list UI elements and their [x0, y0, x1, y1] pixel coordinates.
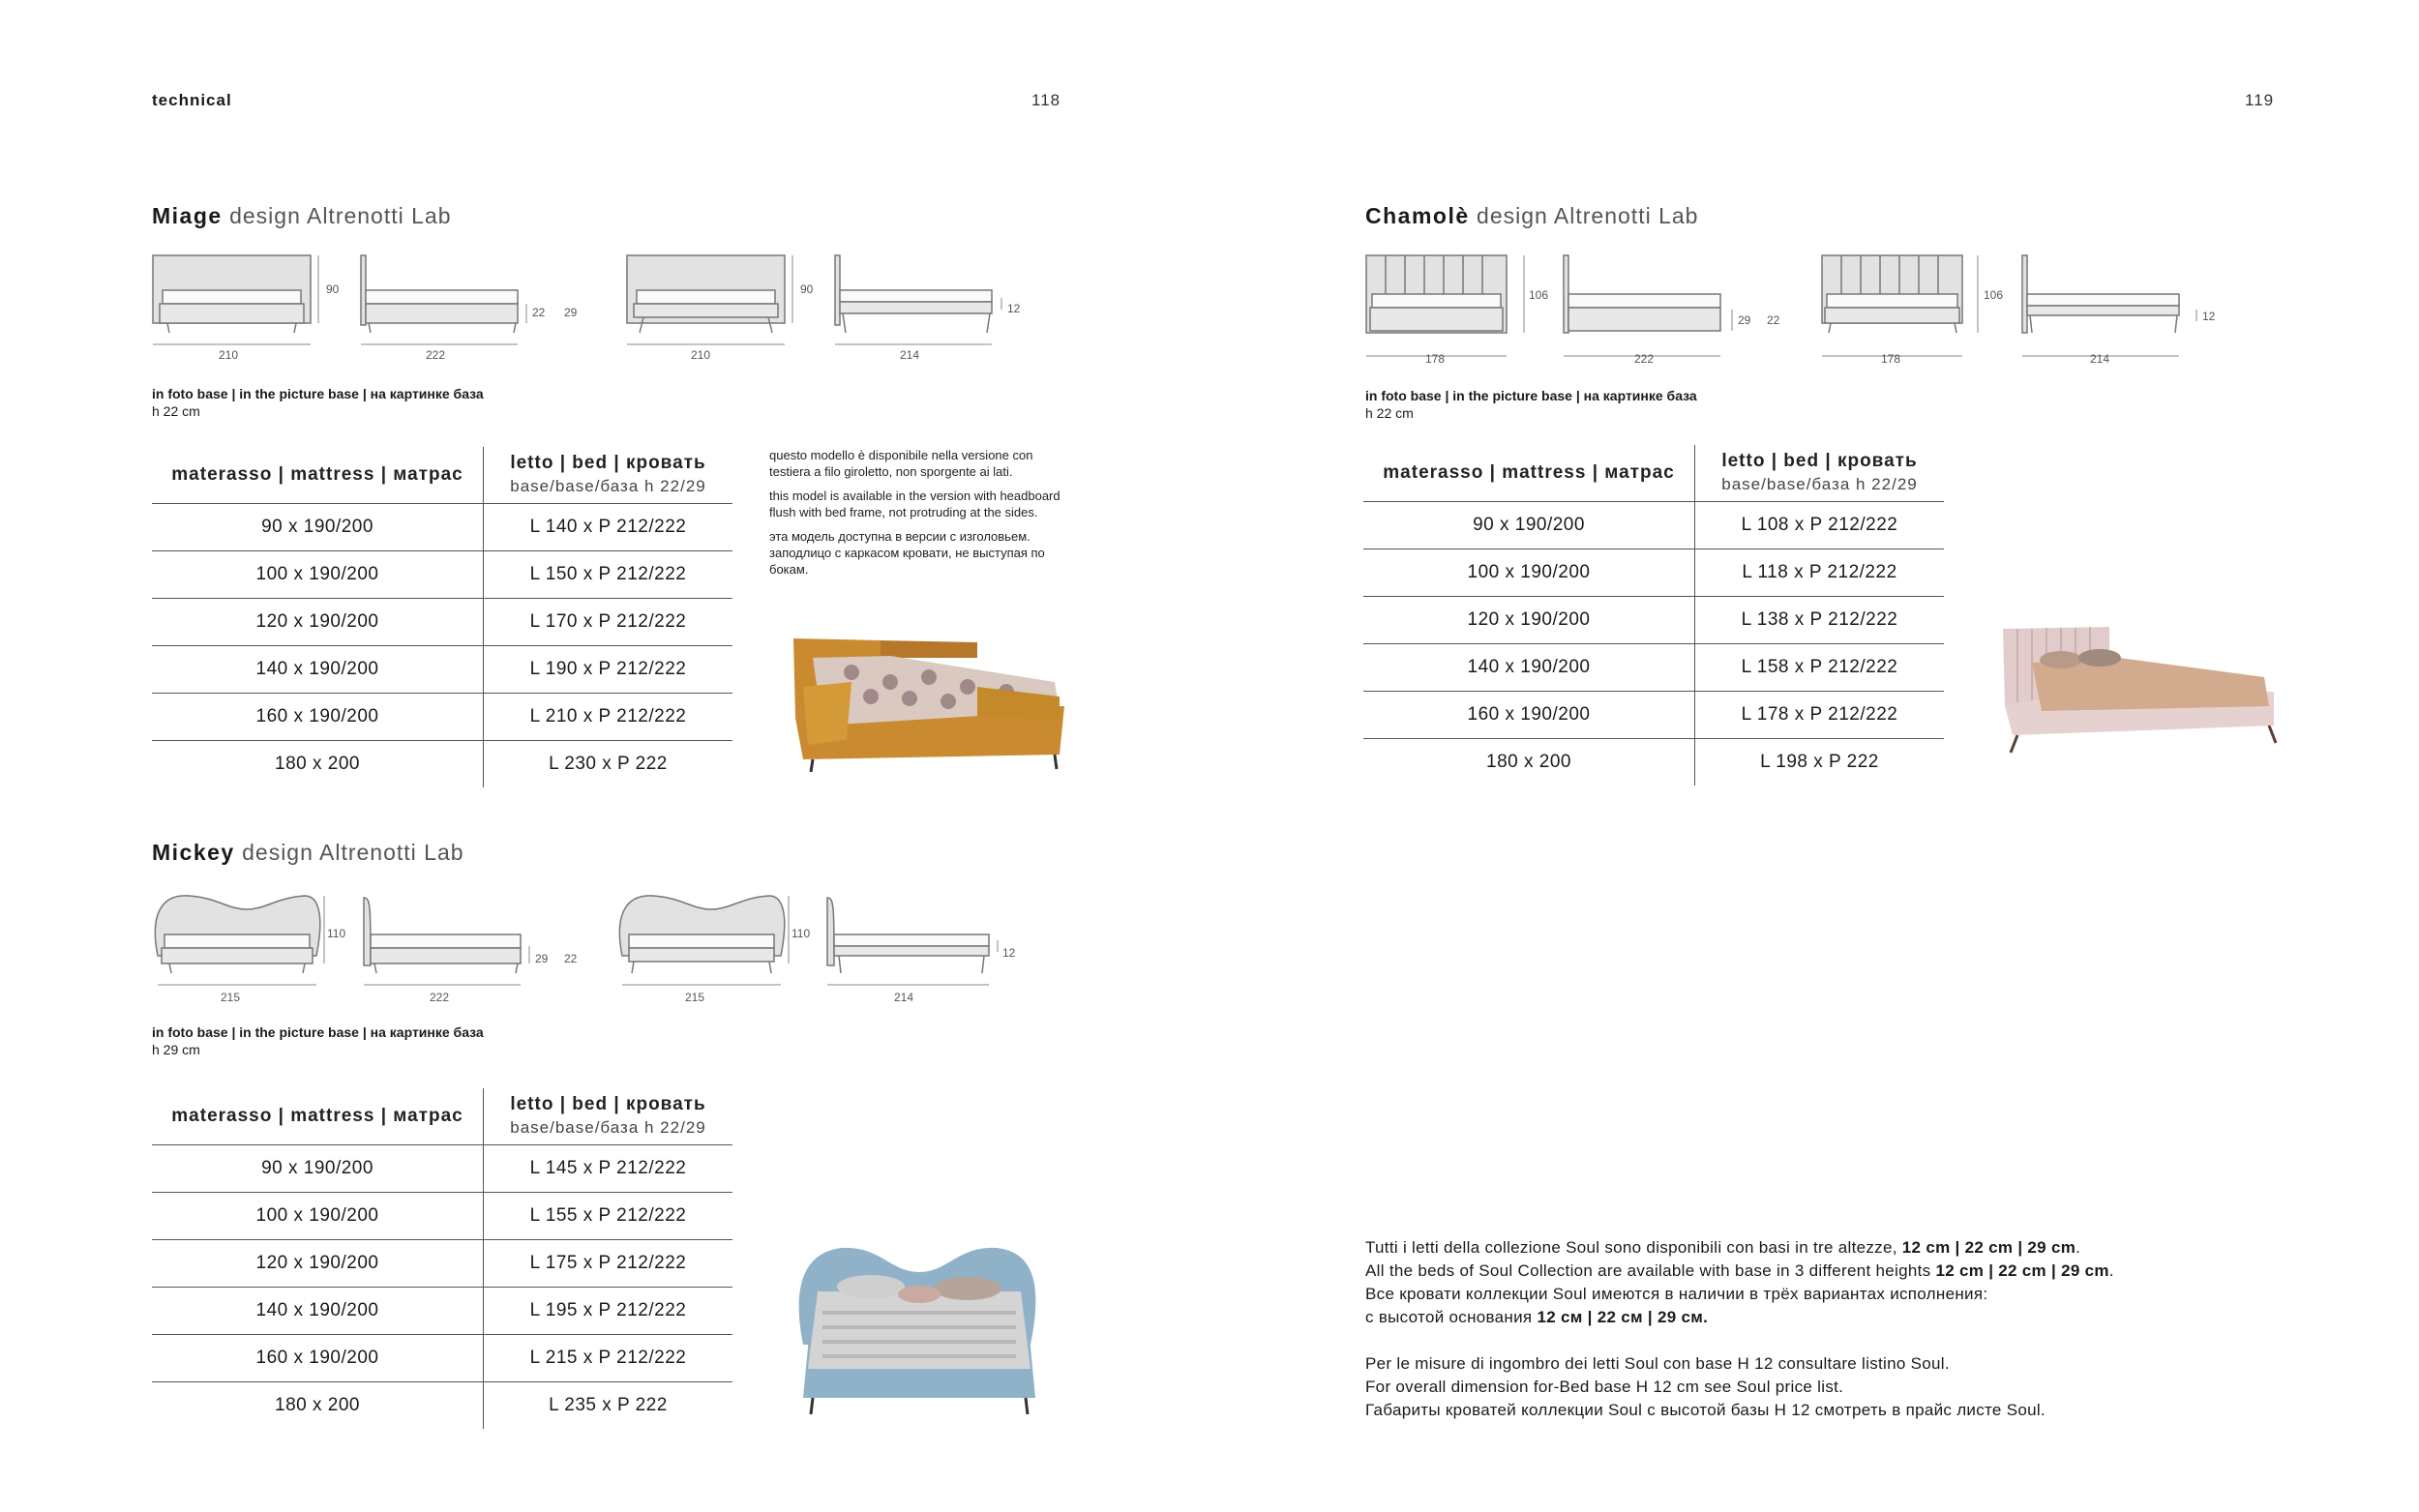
mickey-photo-note: in foto base | in the picture base | на картинке база h 29 cm: [152, 1024, 484, 1057]
mickey-title: [152, 840, 464, 866]
table-row: 140 x 190/200 L 195 x P 212/222: [152, 1287, 732, 1334]
mickey-dim-h1: 110: [327, 927, 346, 940]
chamole-dim-h1: 106: [1529, 288, 1549, 302]
miage-photo-note: in foto base | in the picture base | на картинке база h 22 cm: [152, 386, 484, 419]
collection-notes: Tutti i letti della collezione Soul sono disponibili con basi in tre altezze, 12 cm | 22 cm | 29 cm. All the beds of Soul Collection are available with base in 3 different heights 12 cm | 22 cm | 29 cm. Все кровати коллекции Soul имеются в наличии в трёх вариантах исполнения: с высотой основания 12 см | 22 см | 29 см. Per le misure di ingombro dei letti Soul con base H 12 consultare listino Soul. For overall dimension for-Bed base H 12 cm see Soul price list. Габариты кроватей коллекции Soul с высотой базы Н 12 смотреть в прайс листе Soul.: [1365, 1238, 2114, 1419]
mickey-width-1: 215: [221, 991, 241, 1004]
miage-side-view-2: [835, 255, 992, 333]
table-row: 160 x 190/200 L 215 x P 212/222: [152, 1334, 732, 1381]
mickey-width-2: 222: [430, 991, 450, 1004]
miage-width-1: 210: [219, 348, 239, 362]
section-label: technical: [152, 91, 232, 109]
mickey-drawings: [150, 888, 1040, 1004]
chamole-photo-note: in foto base | in the picture base | на картинке база h 22 cm: [1365, 388, 1697, 421]
table-row: 90 x 190/200 L 108 x P 212/222: [1363, 501, 1944, 548]
table-row: 140 x 190/200 L 158 x P 212/222: [1363, 643, 1944, 691]
table-row: 120 x 190/200 L 170 x P 212/222: [152, 598, 732, 645]
miage-size-table: [152, 447, 732, 787]
miage-dim-base1: 22: [532, 306, 546, 319]
table-row: 120 x 190/200 L 138 x P 212/222: [1363, 596, 1944, 643]
table-row: 180 x 200 L 230 x P 222: [152, 740, 732, 787]
miage-side-view-1: [361, 255, 518, 333]
table-row: 160 x 190/200 L 178 x P 212/222: [1363, 691, 1944, 738]
mickey-dim-base3: 12: [1002, 946, 1016, 960]
miage-width-3: 210: [691, 348, 711, 362]
miage-width-2: 222: [426, 348, 446, 362]
chamole-width-2: 222: [1634, 352, 1655, 366]
table-row: 100 x 190/200 L 118 x P 212/222: [1363, 548, 1944, 596]
table-row: 90 x 190/200 L 140 x P 212/222: [152, 503, 732, 550]
mickey-bed-photo: [793, 1238, 1045, 1417]
mickey-front-view-1: [155, 896, 319, 973]
mickey-width-4: 214: [894, 991, 914, 1004]
chamole-side-view-1: [1564, 255, 1720, 333]
page-number-left: 118: [1031, 91, 1061, 109]
table-row: 120 x 190/200 L 175 x P 212/222: [152, 1239, 732, 1287]
miage-width-4: 214: [900, 348, 920, 362]
table-row: 90 x 190/200 L 145 x P 212/222: [152, 1144, 732, 1192]
table-row: 140 x 190/200 L 190 x P 212/222: [152, 645, 732, 693]
mickey-front-view-2: [619, 896, 784, 973]
chamole-width-4: 214: [2090, 352, 2110, 366]
chamole-dim-base3: 12: [2202, 310, 2216, 323]
mickey-dim-base2: 22: [564, 952, 578, 965]
miage-dim-h1: 90: [326, 282, 340, 296]
miage-front-view-2: [627, 255, 785, 333]
chamole-bed-photo: [1993, 619, 2284, 755]
chamole-side-view-2: [2022, 255, 2179, 333]
product-design: design Altrenotti Lab: [242, 840, 464, 865]
table-row: 100 x 190/200 L 150 x P 212/222: [152, 550, 732, 598]
chamole-dim-base2: 22: [1767, 313, 1780, 327]
miage-dim-base2: 29: [564, 306, 578, 319]
chamole-size-table: [1363, 445, 1944, 786]
chamole-dim-h2: 106: [1984, 288, 2004, 302]
mickey-side-view-1: [364, 898, 521, 973]
product-name: Miage: [152, 203, 223, 228]
chamole-width-3: 178: [1881, 352, 1901, 366]
product-design: design Altrenotti Lab: [229, 203, 452, 228]
chamole-front-view-2: [1822, 255, 1962, 333]
miage-dim-h2: 90: [800, 282, 814, 296]
table-row: 160 x 190/200 L 210 x P 212/222: [152, 693, 732, 740]
mickey-width-3: 215: [685, 991, 705, 1004]
chamole-dim-base1: 29: [1738, 313, 1751, 327]
miage-dim-base3: 12: [1007, 302, 1021, 315]
table-row: 180 x 200 L 235 x P 222: [152, 1381, 732, 1429]
table-row: 180 x 200 L 198 x P 222: [1363, 738, 1944, 786]
chamole-width-1: 178: [1425, 352, 1446, 366]
col-bed-header: letto | bed | кровать base/base/база h 22/29: [484, 1088, 733, 1144]
miage-info: questo modello è disponibile nella versione con testiera a filo giroletto, non sporgente ai lati. this model is available in the version with headboard flush with bed frame, not protruding at the sides. эта модель доступна в версии с изголовьем. заподлицо с каркасом кровати, не выступая по бокам.: [769, 448, 1060, 577]
col-mattress-header: materasso | mattress | матрас: [152, 447, 484, 503]
miage-bed-photo: [784, 629, 1074, 774]
col-bed-header: letto | bed | кровать base/base/база h 22/29: [1695, 445, 1945, 501]
col-bed-header: letto | bed | кровать base/base/база h 22/29: [484, 447, 733, 503]
product-design: design Altrenotti Lab: [1477, 203, 1699, 228]
chamole-front-view-1: [1366, 255, 1507, 333]
table-row: 100 x 190/200 L 155 x P 212/222: [152, 1192, 732, 1239]
col-mattress-header: materasso | mattress | матрас: [1363, 445, 1695, 501]
product-name: Chamolè: [1365, 203, 1470, 228]
chamole-title: [1365, 203, 1698, 229]
chamole-drawings: [1362, 250, 2253, 366]
miage-front-view-1: [153, 255, 311, 333]
mickey-side-view-2: [827, 898, 989, 973]
mickey-dim-h2: 110: [791, 927, 811, 940]
mickey-size-table: [152, 1088, 732, 1429]
miage-title: [152, 203, 452, 229]
product-name: Mickey: [152, 840, 235, 865]
col-mattress-header: materasso | mattress | матрас: [152, 1088, 484, 1144]
mickey-dim-base1: 29: [535, 952, 549, 965]
page-number-right: 119: [2245, 91, 2275, 109]
